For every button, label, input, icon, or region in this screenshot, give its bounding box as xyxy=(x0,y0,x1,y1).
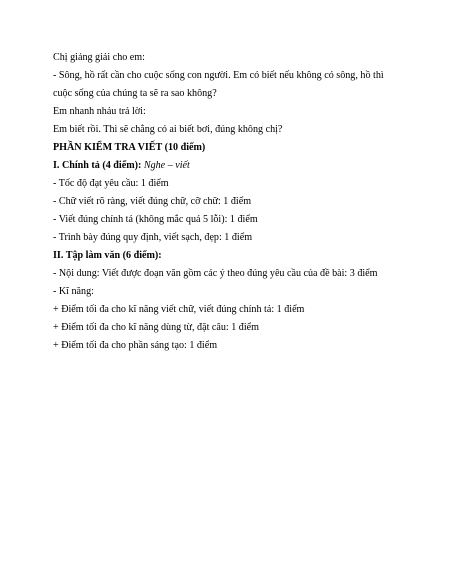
part-2-item: + Điểm tối đa cho phần sáng tạo: 1 điểm xyxy=(53,340,218,351)
part-1-item: - Chữ viết rõ ràng, viết đúng chữ, cỡ chữ: 1 điểm xyxy=(53,196,252,207)
story-line-3: Em nhanh nhảu trả lời: xyxy=(53,106,146,117)
part-2-item: + Điểm tối đa cho kĩ năng viết chữ, viết đúng chính tả: 1 điểm xyxy=(53,304,305,315)
part-2-item: + Điểm tối đa cho kĩ năng dùng từ, đặt câu: 1 điểm xyxy=(53,322,259,333)
story-line-1: Chị giảng giải cho em: xyxy=(53,52,145,63)
story-line-2: - Sông, hồ rất cần cho cuộc sống con người. Em có biết nếu không có sông, hồ thì cuộc sống của chúng ta sẽ ra sao không? xyxy=(53,70,384,99)
part-1-title: I. Chính tả (4 điểm): xyxy=(53,160,142,171)
part-2-title: II. Tập làm văn (6 điểm): xyxy=(53,250,162,261)
part-1-title-line xyxy=(53,157,403,175)
part-1-item: - Viết đúng chính tả (không mắc quá 5 lỗi): 1 điểm xyxy=(53,214,258,225)
part-1-subtitle: Nghe – viết xyxy=(143,160,190,171)
part-2-item: - Nội dung: Viết được đoạn văn gồm các ý theo đúng yêu cầu của đề bài: 3 điểm xyxy=(53,268,378,279)
writing-test-heading: PHẦN KIỂM TRA VIẾT (10 điểm) xyxy=(53,142,206,153)
part-1-item: - Tốc độ đạt yêu cầu: 1 điểm xyxy=(53,178,169,189)
document-page xyxy=(53,49,403,355)
part-1-item: - Trình bày đúng quy định, viết sạch, đẹp: 1 điểm xyxy=(53,232,253,243)
part-2-item: - Kĩ năng: xyxy=(53,286,94,297)
story-line-4: Em biết rồi. Thì sẽ chẳng có ai biết bơi, đúng không chị? xyxy=(53,124,283,135)
